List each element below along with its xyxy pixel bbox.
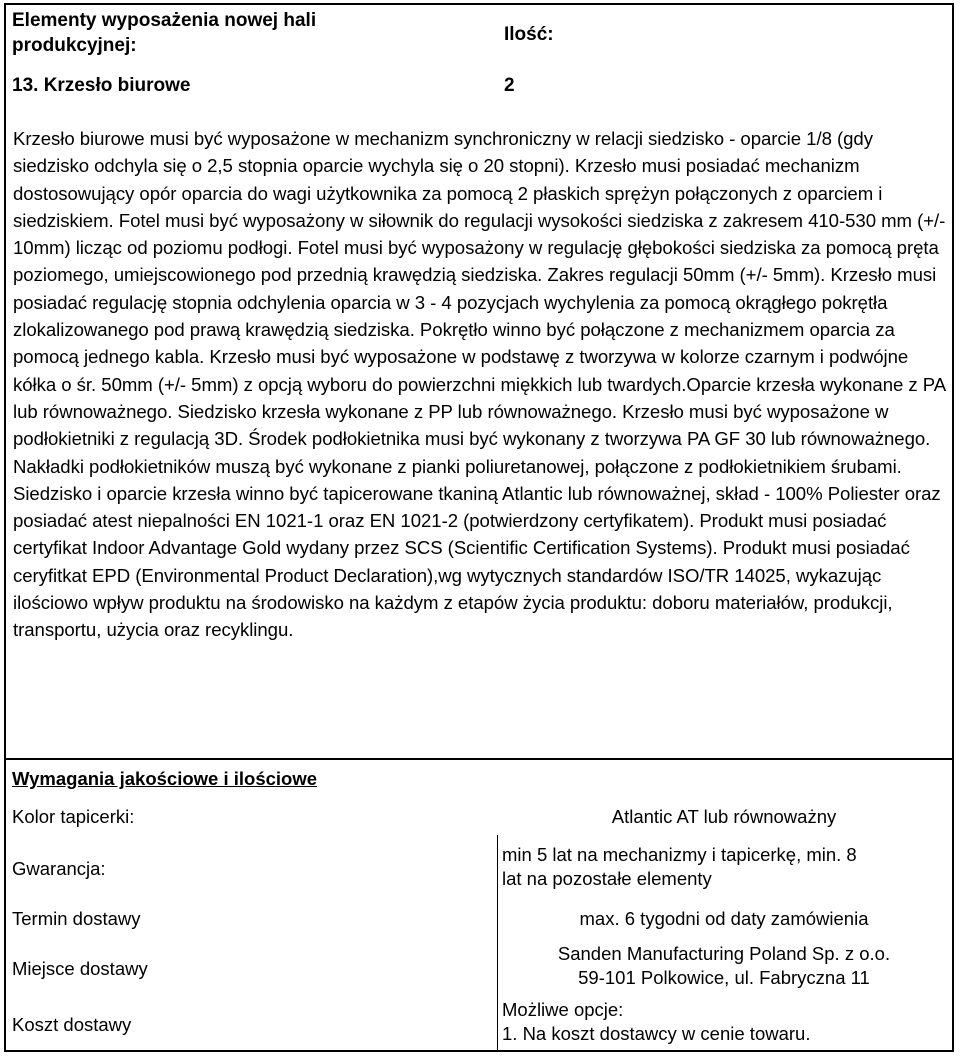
color-value: Atlantic AT lub równoważny: [611, 806, 837, 827]
section-title: [12, 8, 316, 58]
section-title-line2: produkcyjnej:: [12, 35, 137, 56]
warranty-value: [502, 843, 857, 891]
delivery-cost-line1: Możliwe opcje:: [502, 999, 624, 1020]
delivery-place-label: Miejsce dostawy: [12, 958, 148, 979]
warranty-label: Gwarancja:: [12, 858, 106, 879]
item-description: Krzesło biurowe musi być wyposażone w mechanizm synchroniczny w relacji siedzisko - oparcie 1/8 (gdy siedzisko odchyla się o 2,5 stopnia oparcie wychyla się o 20 stopni). Krzesło musi posiadać mechanizm dostosowujący opór oparcia do wagi użytkownika za pomocą 2 płaskich sprężyn połączonych z oparciem i siedziskiem. Fotel musi być wyposażony w siłownik do regulacji wysokości siedziska z zakresem 410-530 mm (+/- 10mm) licząc od poziomu podłogi. Fotel musi być wyposażony w regulację głębokości siedziska za pomocą pręta poziomego, umiejscowionego pod przednią krawędzią siedziska. Zakres regulacji 50mm (+/- 5mm). Krzesło musi posiadać regulację stopnia odchylenia oparcia w 3 - 4 pozycjach wychylenia za pomocą okrągłego pokrętła zlokalizowanego pod prawą krawędzią siedziska. Pokrętło winno być połączone z mechanizmem oparcia za pomocą jednego kabla. Krzesło musi być wyposażone w podstawę z tworzywa w kolorze czarnym i podwójne kółka o śr. 50mm (+/- 5mm) z opcją wyboru do powierzchni miękkich lub twardych.Oparcie krzesła wykonane z PA lub równoważnego. Siedzisko krzesła wykonane z PP lub równoważnego. Krzesło musi być wyposażone w podłokietniki z regulacją 3D. Środek podłokietnika musi być wykonany z tworzywa PA GF 30 lub równoważnego. Nakładki podłokietników muszą być wykonane z pianki poliuretanowej, połączone z podłokietnikiem śrubami. Siedzisko i oparcie krzesła winno być tapicerowane tkaniną Atlantic lub równoważnej, skład - 100% Poliester oraz posiadać atest niepalności EN 1021-1 oraz EN 1021-2 (potwierdzony certyfikatem). Produkt musi posiadać certyfikat Indoor Advantage Gold wydany przez SCS (Scientific Certification Systems). Produkt musi posiadać ceryfitkat EPD (Environmental Product Declaration),wg wytycznych standardów ISO/TR 14025, wykazując ilościowo wpływ produktu na środowisko na każdym z etapów życia produktu: doboru materiałów, produkcji, transportu, użycia oraz recyklingu.: [13, 128, 946, 641]
warranty-value-line2: lat na pozostałe elementy: [502, 868, 712, 889]
delivery-place-line2: 59-101 Polkowice, ul. Fabryczna 11: [578, 967, 870, 988]
warranty-value-line1: min 5 lat na mechanizmy i tapicerkę, min. 8: [502, 844, 857, 865]
section-title-line1: Elementy wyposażenia nowej hali: [12, 10, 317, 31]
delivery-cost-value: [502, 998, 810, 1046]
item-name: 13. Krzesło biurowe: [12, 75, 191, 96]
delivery-cost-line2: 1. Na koszt dostawcy w cenie towaru.: [502, 1023, 811, 1044]
delivery-cost-label: Koszt dostawy: [12, 1014, 132, 1035]
delivery-place-value: [498, 942, 950, 990]
item-quantity: 2: [504, 75, 515, 96]
color-label: Kolor tapicerki:: [12, 806, 135, 827]
delivery-place-line1: Sanden Manufacturing Poland Sp. z o.o.: [557, 943, 891, 964]
spec-sheet: [4, 3, 954, 1052]
requirements-title: [12, 767, 317, 791]
delivery-time-value: max. 6 tygodni od daty zamówienia: [579, 908, 869, 929]
requirements-title-text: Wymagania jakościowe i ilościowe: [12, 768, 318, 789]
delivery-time-label: Termin dostawy: [12, 908, 141, 929]
quantity-label: Ilość:: [504, 24, 554, 45]
section-divider: [6, 758, 952, 760]
